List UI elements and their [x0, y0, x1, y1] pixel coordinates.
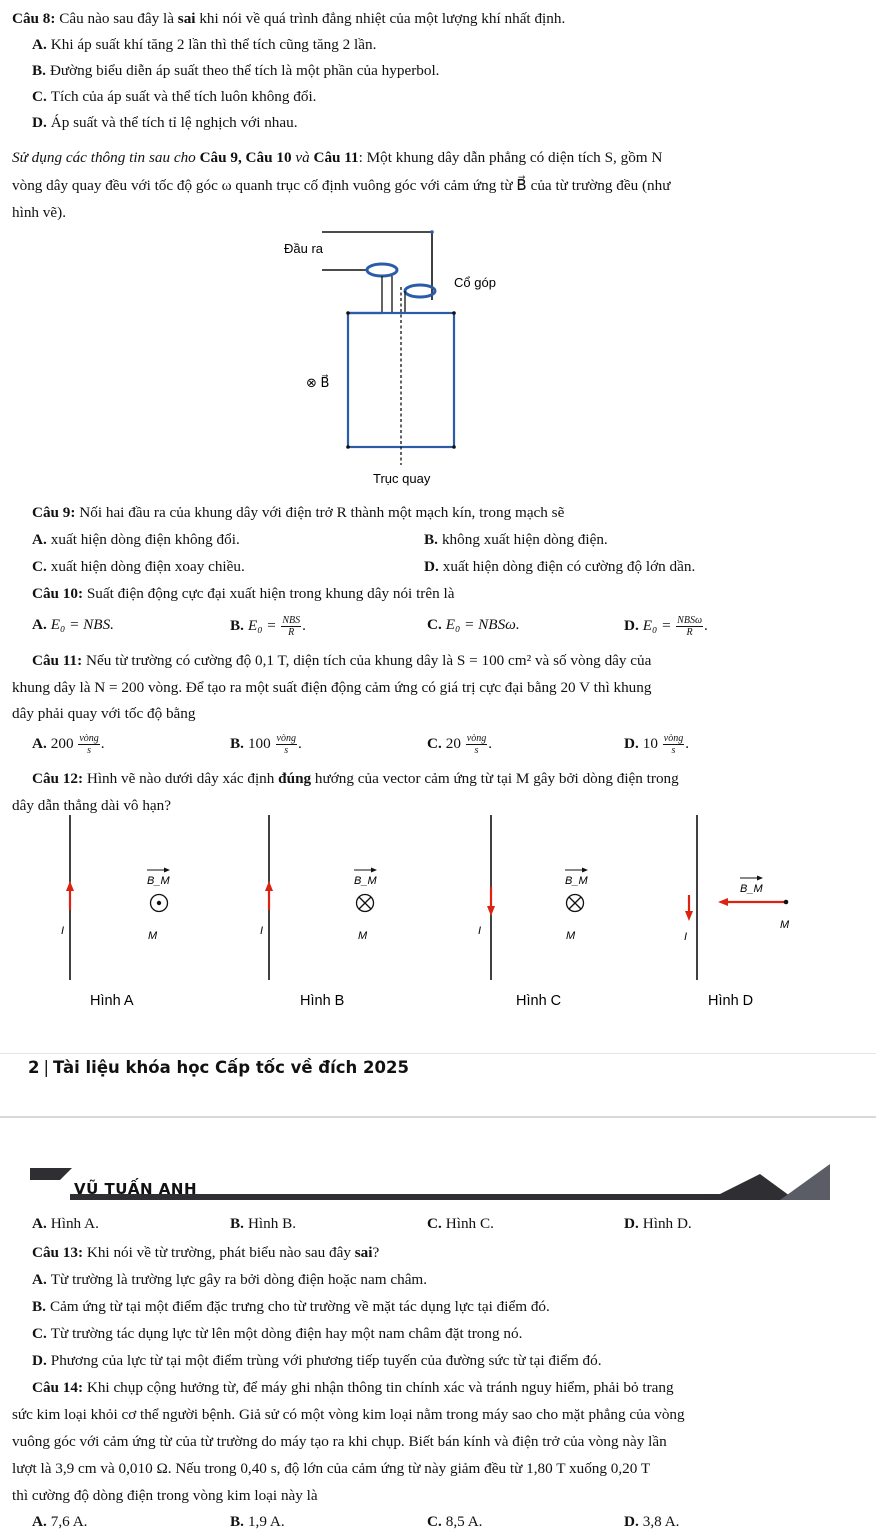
- q11-stem-line2: khung dây là N = 200 vòng. Để tạo ra một suất điện động cảm ứng có giá trị cực đại bằng 20 V thì khung: [12, 679, 652, 696]
- banner-left-wedge: [30, 1168, 72, 1180]
- q13-option-a: A. Từ trường là trường lực gây ra bởi dòng điện hoặc nam châm.: [32, 1271, 428, 1288]
- footer-title-text: Tài liệu khóa học Cấp tốc về đích 2025: [53, 1058, 409, 1077]
- current-label-b: I: [260, 925, 264, 937]
- q9-option-a: A. xuất hiện dòng điện không đổi.: [32, 531, 240, 548]
- q8-option-b: B. Đường biểu diễn áp suất theo thể tích là một phần của hyperbol.: [32, 62, 440, 79]
- label-magnetic-field: ⊗ B⃗: [306, 375, 330, 390]
- point-label-a: M: [148, 930, 158, 942]
- author-name: VŨ TUẤN ANH: [74, 1180, 198, 1198]
- q13-option-c: C. Từ trường tác dụng lực từ lên một dòng điện hay một nam châm đặt trong nó.: [32, 1325, 523, 1342]
- q9-option-d: D. xuất hiện dòng điện có cường độ lớn dần.: [424, 558, 696, 575]
- page-break-rule: [0, 1116, 876, 1118]
- q8-stem: Câu 8: Câu nào sau đây là sai khi nói về quá trình đẳng nhiệt của một lượng khí nhất định.: [12, 10, 566, 27]
- page-footer: 2 | Tài liệu khóa học Cấp tốc về đích 2025: [28, 1058, 409, 1077]
- q14-option-c: C. 8,5 A.: [427, 1513, 483, 1530]
- figure-a: [30, 815, 230, 1015]
- q12-option-a: A. Hình A.: [32, 1215, 99, 1232]
- q14-option-d: D. 3,8 A.: [624, 1513, 680, 1530]
- q14-stem-line3: vuông góc với cảm ứng từ của từ trường do máy tạo ra khi chụp. Biết bán kính và điện trở của vòng này lần: [12, 1433, 667, 1450]
- q10-option-b: B. E₀ = $\frac{\text{NBS}}{R}$ .: [230, 615, 306, 638]
- field-label-d: B_M: [740, 883, 763, 895]
- q11-option-d: D. 10 $\frac{\text{vòng}}{s}$ .: [624, 733, 689, 756]
- q10-stem: Câu 10: Suất điện động cực đại xuất hiện trong khung dây nói trên là: [32, 585, 455, 602]
- caption-b: Hình B: [300, 993, 345, 1009]
- q13-option-d: D. Phương của lực từ tại một điểm trùng với phương tiếp tuyến của đường sức từ tại điểm đó.: [32, 1352, 602, 1369]
- q12-option-d: D. Hình D.: [624, 1215, 692, 1232]
- figure-c: [458, 815, 658, 1015]
- caption-d: Hình D: [708, 993, 754, 1009]
- q12-option-c: C. Hình C.: [427, 1215, 494, 1232]
- q11-option-a: A. 200 $\frac{\text{vòng}}{s}$ .: [32, 733, 105, 756]
- field-label-b: B_M: [354, 875, 377, 887]
- q8-option-d: D. Áp suất và thể tích tỉ lệ nghịch với nhau.: [32, 114, 298, 131]
- point-label-c: M: [566, 930, 576, 942]
- q9-option-b: B. không xuất hiện dòng điện.: [424, 531, 608, 548]
- field-label-c: B_M: [565, 875, 588, 887]
- figure-d: [664, 815, 864, 1015]
- q11-option-c: C. 20 $\frac{\text{vòng}}{s}$ .: [427, 733, 492, 756]
- shared-intro-line3: hình vẽ).: [12, 204, 66, 221]
- q12-stem-line1: Câu 12: Hình vẽ nào dưới dây xác định đúng hướng của vector cảm ứng từ tại M gây bởi dòng điện trong: [32, 770, 679, 787]
- shared-intro-line1: Sử dụng các thông tin sau cho Câu 9, Câu 10 và Câu 11: Một khung dây dẫn phẳng có diện tích S, gồm N: [12, 149, 663, 166]
- q9-stem: Câu 9: Nối hai đầu ra của khung dây với điện trở R thành một mạch kín, trong mạch sẽ: [32, 504, 565, 521]
- q14-stem-line4: lượt là 3,9 cm và 0,010 Ω. Nếu trong 0,40 s, độ lớn của cảm ứng từ này giảm đều từ 1,80 T xuống 0,20 T: [12, 1460, 651, 1477]
- q10-option-d: D. E₀ = $\frac{\text{NBSω}}{R}$ .: [624, 615, 708, 638]
- current-label-d: I: [684, 931, 688, 943]
- q14-option-b: B. 1,9 A.: [230, 1513, 285, 1530]
- q9-option-c: C. xuất hiện dòng điện xoay chiều.: [32, 558, 245, 575]
- coil-figure: [260, 225, 510, 495]
- caption-a: Hình A: [90, 993, 134, 1009]
- q11-stem-line3: dây phải quay với tốc độ bằng: [12, 705, 196, 722]
- point-m-dot: [784, 900, 789, 905]
- q13-option-b: B. Cảm ứng từ tại một điểm đặc trưng cho từ trường về mặt tác dụng lực tại điểm đó.: [32, 1298, 550, 1315]
- q14-stem-line1: Câu 14: Khi chụp cộng hưởng từ, để máy ghi nhận thông tin chính xác và tránh nguy hiểm, phải bỏ trang: [32, 1379, 674, 1396]
- label-collector: Cổ góp: [454, 275, 496, 290]
- label-output: Đầu ra: [284, 241, 324, 256]
- figure-b: [240, 815, 440, 1015]
- q10-option-c: C. E₀ = NBSω.: [427, 616, 520, 633]
- collector-ring-lower: [405, 285, 435, 297]
- field-label-a: B_M: [147, 875, 170, 887]
- caption-c: Hình C: [516, 993, 562, 1009]
- q14-stem-line5: thì cường độ dòng điện trong vòng kim loại này là: [12, 1487, 318, 1504]
- point-label-b: M: [358, 930, 368, 942]
- current-label-a: I: [61, 925, 65, 937]
- q8-option-a: A. Khi áp suất khí tăng 2 lần thì thể tích cũng tăng 2 lần.: [32, 36, 377, 53]
- label-rotation-axis: Trục quay: [373, 471, 431, 486]
- collector-ring-upper: [367, 264, 397, 276]
- banner-right-peak: [708, 1174, 790, 1200]
- footer-top-rule: [0, 1053, 876, 1054]
- page-number: 2: [28, 1058, 40, 1077]
- current-label-c: I: [478, 925, 482, 937]
- q8-option-c: C. Tích của áp suất và thể tích luôn không đổi.: [32, 88, 317, 105]
- point-label-d: M: [780, 919, 790, 931]
- q11-stem-line1: Câu 11: Nếu từ trường có cường độ 0,1 T, diện tích của khung dây là S = 100 cm² và số vòng dây của: [32, 652, 652, 669]
- q14-stem-line2: sức kim loại khỏi cơ thể người bệnh. Giả sử có một vòng kim loại nằm trong máy sao cho mặt phẳng của vòng: [12, 1406, 685, 1423]
- q12-stem-line2: dây dẫn thẳng dài vô hạn?: [12, 797, 171, 814]
- q12-option-b: B. Hình B.: [230, 1215, 297, 1232]
- shared-intro-line2: vòng dây quay đều với tốc độ góc ω quanh trục cố định vuông góc với cảm ứng từ B⃗ của từ trường đều (như: [12, 177, 671, 194]
- q13-stem: Câu 13: Khi nói về từ trường, phát biểu nào sau đây sai?: [32, 1244, 380, 1261]
- q14-option-a: A. 7,6 A.: [32, 1513, 88, 1530]
- q11-option-b: B. 100 $\frac{\text{vòng}}{s}$ .: [230, 733, 302, 756]
- q10-option-a: A. E₀ = NBS.: [32, 616, 114, 633]
